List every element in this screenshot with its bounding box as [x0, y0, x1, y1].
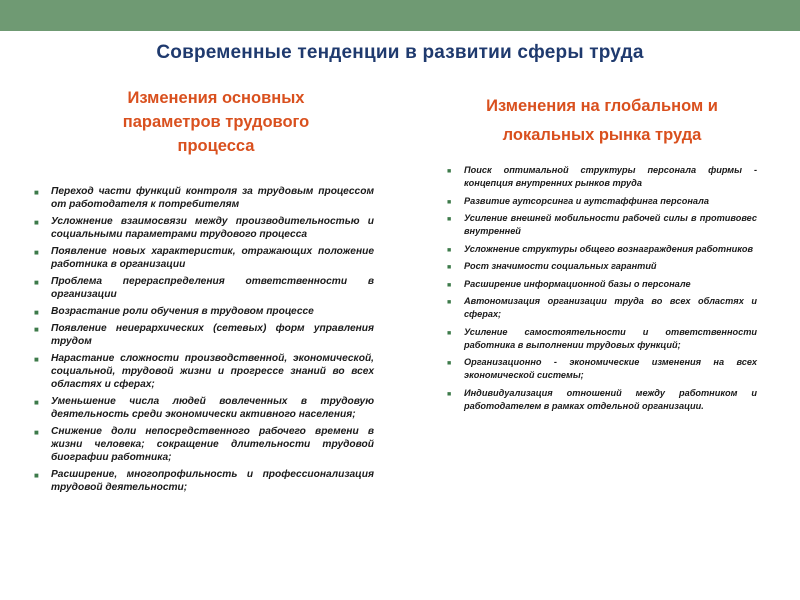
- list-item: [447, 295, 757, 321]
- list-item-text: Развитие аутсорсинга и аутстаффинга персонала: [464, 195, 709, 206]
- square-bullet-icon: ■: [447, 264, 452, 271]
- list-item: [447, 212, 757, 238]
- list-item-text: Появление новых характеристик, отражающих положение работника в организации: [51, 246, 374, 270]
- list-item: [447, 260, 757, 273]
- square-bullet-icon: ■: [34, 325, 39, 335]
- left-column-heading: [76, 86, 356, 158]
- list-item-text: Усиление самостоятельности и ответственности работника в выполнении трудовых функций;: [464, 326, 757, 350]
- list-item-text: Усложнение структуры общего вознаграждения работников: [464, 243, 754, 254]
- square-bullet-icon: ■: [34, 248, 39, 257]
- list-item-text: Усиление внешней мобильности рабочей силы в противовес внутренней: [464, 213, 757, 236]
- list-item: [34, 426, 374, 465]
- list-item: [447, 195, 757, 208]
- list-item-text: Возрастание роли обучения в трудовом процессе: [51, 306, 314, 317]
- list-item-text: Появление неиерархических (сетевых) форм управления трудом: [51, 323, 374, 347]
- list-item-text: Переход части функций контроля за трудовым процессом от работодателя к потребителям: [51, 186, 374, 210]
- list-item-text: Расширение, многопрофильность и профессионализация трудовой деятельности;: [51, 468, 374, 493]
- square-bullet-icon: ■: [34, 398, 39, 407]
- list-item-text: Индивидуализация отношений между работником и работодателем в рамках отдельной организации.: [464, 387, 757, 411]
- list-item: [34, 186, 374, 212]
- right-column-heading: [452, 92, 752, 150]
- square-bullet-icon: ■: [34, 218, 39, 227]
- list-item-text: Снижение доли непосредственного рабочего времени в жизни человека; сокращение длительности трудовой биографии работника;: [51, 426, 374, 463]
- square-bullet-icon: ■: [447, 360, 452, 367]
- list-item-text: Уменьшение числа людей вовлеченных в трудовую деятельность среди экономически активного населения;: [51, 396, 374, 420]
- right-bullet-list: [447, 164, 757, 417]
- list-item: [34, 276, 374, 302]
- list-item-text: Поиск оптимальной структуры персонала фирмы - концепция внутренних рынков труда: [464, 165, 757, 188]
- square-bullet-icon: ■: [447, 281, 452, 289]
- list-item-text: Расширение информационной базы о персонале: [464, 278, 691, 289]
- list-item: [34, 323, 374, 349]
- list-item-text: Организационно - экономические изменения на всех экономической системы;: [464, 357, 757, 380]
- list-item-text: Нарастание сложности производственной, экономической, социальной, трудовой жизни и прогрессе знаний во всех областях и сферах;: [51, 353, 374, 390]
- square-bullet-icon: ■: [447, 168, 452, 175]
- list-item: [34, 306, 374, 319]
- list-item: [34, 469, 374, 495]
- square-bullet-icon: ■: [34, 188, 39, 197]
- square-bullet-icon: ■: [447, 299, 452, 306]
- right-heading-line-1: Изменения на глобальном и: [486, 97, 718, 115]
- square-bullet-icon: ■: [34, 308, 39, 317]
- left-heading-line-2: параметров трудового: [122, 113, 310, 131]
- list-item: [447, 356, 757, 382]
- list-item: [34, 353, 374, 392]
- square-bullet-icon: ■: [447, 198, 452, 206]
- list-item: [34, 246, 374, 272]
- left-heading-line-3: процесса: [177, 137, 255, 155]
- list-item: [447, 387, 757, 413]
- list-item-text: Автономизация организации труда во всех областях и сферах;: [464, 296, 757, 319]
- list-item: [447, 326, 757, 352]
- square-bullet-icon: ■: [447, 246, 452, 254]
- list-item: [34, 396, 374, 422]
- left-heading-line-1: Изменения основных: [127, 89, 305, 107]
- square-bullet-icon: ■: [34, 470, 39, 480]
- slide-title: Современные тенденции в развитии сферы труда: [156, 42, 644, 63]
- square-bullet-icon: ■: [34, 278, 39, 287]
- list-item: [447, 278, 757, 291]
- list-item: [34, 216, 374, 242]
- square-bullet-icon: ■: [34, 428, 39, 437]
- square-bullet-icon: ■: [447, 390, 452, 398]
- right-heading-line-2: локальных рынка труда: [502, 126, 702, 144]
- list-item: [447, 164, 757, 190]
- list-item: [447, 243, 757, 256]
- top-band: [0, 0, 800, 31]
- list-item-text: Рост значимости социальных гарантий: [464, 261, 657, 271]
- square-bullet-icon: ■: [447, 329, 452, 337]
- list-item-text: Усложнение взаимосвязи между производительностью и социальными параметрами трудового процесса: [51, 216, 374, 240]
- list-item-text: Проблема перераспределения ответственности в организации: [51, 276, 374, 300]
- square-bullet-icon: ■: [34, 355, 39, 365]
- square-bullet-icon: ■: [447, 216, 452, 223]
- left-bullet-list: [34, 186, 374, 499]
